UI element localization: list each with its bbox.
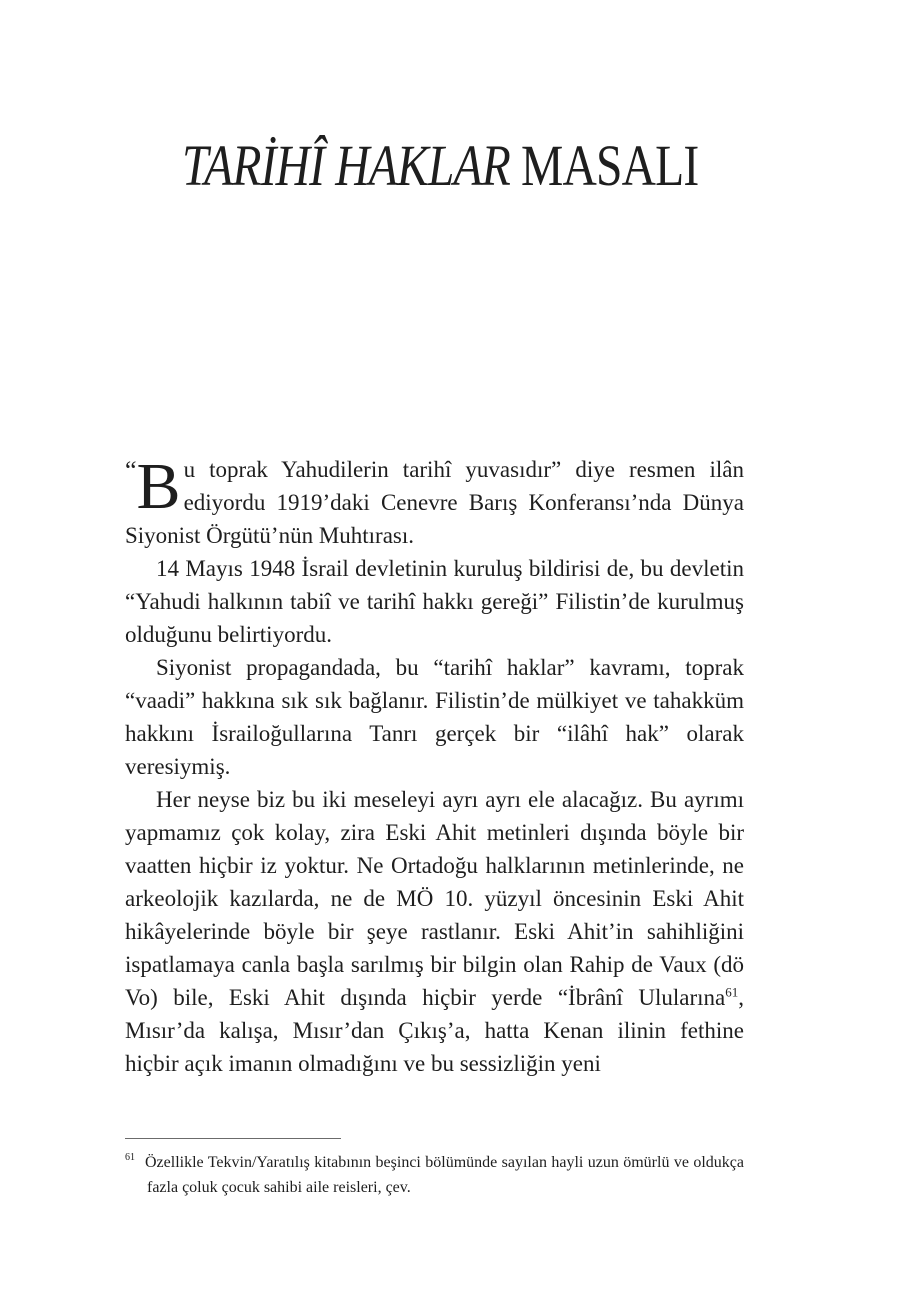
paragraph-4	[125, 783, 744, 1080]
drop-cap	[125, 450, 181, 523]
body-text	[125, 450, 744, 1080]
paragraph-4-text-a: Her neyse biz bu iki meseleyi ayrı ayrı ele alacağız. Bu ayrımı yapmamız çok kolay, zira Eski Ahit metinleri dışında böyle bir vaatten hiçbir iz yoktur. Ne Ortadoğu halklarının metinlerinde, ne arkeolojik kazılarda, ne de MÖ 10. yüzyıl öncesinin Eski Ahit hikâyelerinde böyle bir şeye rastlanır. Eski Ahit’in sahihliğini ispatlamaya canla başla sarılmış bir bilgin olan Rahip de Vaux (dö Vo) bile, Eski Ahit dışında hiçbir yerde “İbrânî Ulularına	[125, 787, 744, 1010]
footnotes	[125, 1150, 744, 1200]
chapter-title	[182, 128, 707, 204]
paragraph-3: Siyonist propagandada, bu “tarihî haklar” kavramı, toprak “vaadi” hakkına sık sık bağlanır. Filistin’de mülkiyet ve tahakküm hakkını İsrailoğullarına Tanrı gerçek bir “ilâhî hak” olarak veresiymiş.	[125, 655, 744, 779]
paragraph-1	[125, 450, 744, 552]
paragraph-4-text-b: , Mısır’da kalışa, Mısır’dan Çıkış’a, hatta Kenan ilinin fethine hiçbir açık imanın olmadığını ve bu sessizliğin yeni	[125, 985, 744, 1076]
chapter-title-italic: TARİHÎ HAKLAR	[182, 133, 510, 198]
chapter-title-regular: MASALI	[521, 133, 699, 198]
paragraph-1-text: u toprak Yahudilerin tarihî yuvasıdır” diye resmen ilân ediyordu 1919’daki Cenevre Barış Konferansı’nda Dünya Siyonist Örgütü’nün Muhtırası.	[125, 457, 744, 548]
footnote-number: 61	[125, 1152, 135, 1163]
footnote-reference-61[interactable]: 61	[725, 984, 739, 1000]
footnote-divider	[125, 1138, 341, 1139]
footnote-61	[125, 1150, 744, 1200]
drop-cap-letter: B	[136, 450, 181, 523]
footnote-text: Özellikle Tekvin/Yaratılış kitabının beşinci bölümünde sayılan hayli uzun ömürlü ve oldukça fazla çoluk çocuk sahibi aile reisleri, çev.	[145, 1154, 744, 1196]
opening-quote: “	[125, 456, 137, 485]
paragraph-2: 14 Mayıs 1948 İsrail devletinin kuruluş bildirisi de, bu devletin “Yahudi halkının tabiî ve tarihî hakkı gereği” Filistin’de kurulmuş olduğunu belirtiyordu.	[125, 556, 744, 647]
